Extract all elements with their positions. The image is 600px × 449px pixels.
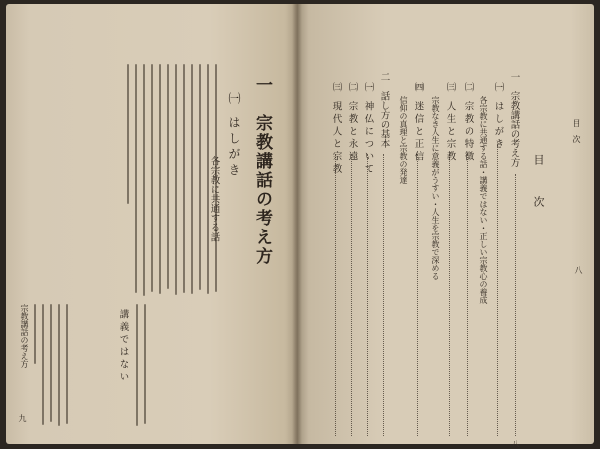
toc-leader bbox=[449, 154, 451, 436]
toc-leader bbox=[367, 154, 369, 436]
page-number-left: 九 bbox=[18, 414, 27, 422]
toc-entry: ㈡ 宗 教 の 特 徴 bbox=[462, 82, 474, 161]
toc-entry: 二 話し方の基本 bbox=[378, 72, 390, 148]
toc-entry: 一 宗教講話の考え方 bbox=[508, 72, 520, 167]
toc-entry: ㈡ 宗 教 と 永 遠 bbox=[346, 82, 358, 161]
body-text-block-lower-right bbox=[136, 304, 146, 434]
toc-entry: ㈢ 現 代 人 と 宗 教 bbox=[330, 82, 342, 174]
toc-leader bbox=[383, 154, 385, 436]
toc-entry: 宗教なき人生に意義がうすい・人生を宗教で深める bbox=[431, 96, 440, 280]
body-text-block-upper bbox=[127, 64, 220, 299]
chapter-title: 一 宗教講話の考え方 bbox=[252, 76, 272, 266]
body-text-block-lower bbox=[34, 304, 68, 434]
toc-entry: ㈣ 迷 信 と 正 信 bbox=[412, 82, 424, 161]
left-page bbox=[6, 4, 297, 444]
subheading: 講 義 で は な い bbox=[117, 309, 129, 382]
toc-entry: ㈠ は し が き bbox=[492, 82, 504, 149]
toc-leader bbox=[467, 154, 469, 436]
right-page bbox=[297, 4, 594, 448]
running-head: 宗教講話の考え方 bbox=[20, 304, 29, 368]
toc-title: 目 次 bbox=[532, 154, 545, 217]
toc-leader bbox=[351, 154, 353, 436]
page-number-right: 八 bbox=[574, 266, 583, 274]
toc-entry: ㈢ 人 生 と 宗 教 bbox=[444, 82, 456, 161]
section-subtitle: 各宗教に共通する話 bbox=[208, 156, 220, 242]
toc-page-number: 八 bbox=[512, 440, 519, 448]
toc-leader bbox=[417, 154, 419, 436]
toc-leader bbox=[335, 154, 337, 436]
toc-leader bbox=[497, 144, 499, 436]
book-gutter bbox=[292, 4, 302, 444]
section-title: ㈠ は し が き bbox=[227, 92, 241, 176]
toc-entry: ㈠ 神 仏 に つ い て bbox=[362, 82, 374, 174]
running-head-right: 目 次 bbox=[572, 119, 581, 143]
toc-entry: 各宗教に共通する話・講義ではない・正しい宗教心の養成 bbox=[479, 96, 488, 304]
toc-leader bbox=[515, 174, 517, 436]
toc-entry: 信仰の真理と宗教の発達 bbox=[399, 96, 408, 184]
